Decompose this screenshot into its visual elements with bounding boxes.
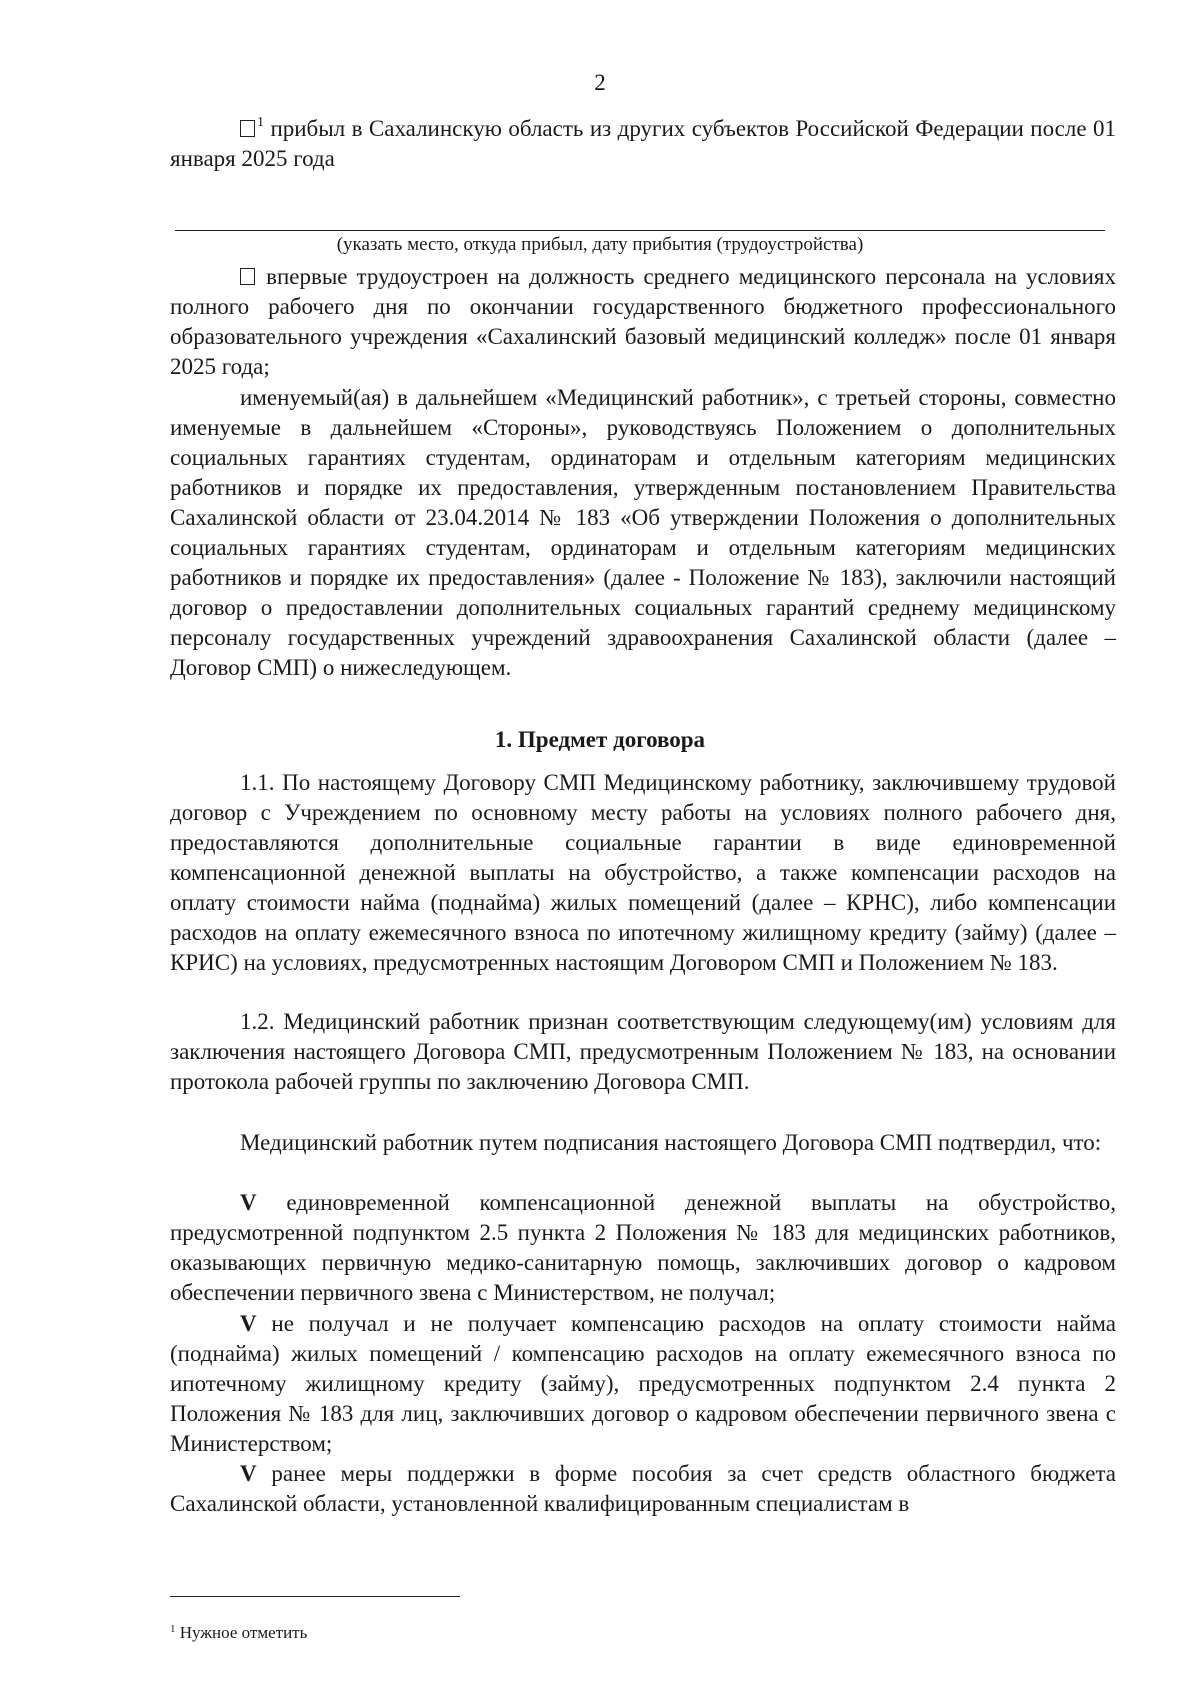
- clause-1-2: 1.2. Медицинский работник признан соответствующим следующему(им) условиям для заключения настоящего Договора СМП, предусмотренным Положением № 183, на основании протокола рабочей группы по заключению Договора СМП.: [170, 1009, 1116, 1094]
- option-arrived-text: прибыл в Сахалинскую область из других субъектов Российской Федерации после 01 января 2025 года: [170, 116, 1117, 171]
- option-first-employed: [170, 262, 1116, 382]
- confirmation-text: ранее меры поддержки в форме пособия за счет средств областного бюджета Сахалинской области, установленной квалифицированным специалистам в: [170, 1461, 1117, 1516]
- checkbox[interactable]: [240, 268, 255, 285]
- confirmation-item: [170, 1309, 1116, 1459]
- option-arrived: [170, 114, 1116, 174]
- fill-in-line: [175, 230, 1105, 231]
- footnote: [170, 1623, 307, 1643]
- page-number: 2: [594, 70, 606, 95]
- fill-in-caption: (указать место, откуда прибыл, дату прибытия (трудоустройства): [336, 234, 864, 255]
- footnote-number: 1: [170, 1623, 176, 1635]
- footnote-text: Нужное отметить: [179, 1623, 308, 1642]
- checkbox[interactable]: [240, 120, 255, 137]
- preamble-paragraph: именуемый(ая) в дальнейшем «Медицинский работник», с третьей стороны, совместно именуемые в дальнейшем «Стороны», руководствуясь Положением о дополнительных социальных гарантиях студентам, ординаторам и отдельным категориям медицинских работников и порядке их предоставления, утвержденным постановлением Правительства Сахалинской области от 23.04.2014 № 183 «Об утверждении Положения о дополнительных социальных гарантиях студентам, ординаторам и отдельным категориям медицинских работников и порядке их предоставления» (далее - Положение № 183), заключили настоящий договор о предоставлении дополнительных социальных гарантий среднему медицинскому персоналу государственных учреждений здравоохранения Сахалинской области (далее – Договор СМП) о нижеследующем.: [170, 385, 1116, 680]
- confirmation-text: единовременной компенсационной денежной выплаты на обустройство, предусмотренной подпунктом 2.5 пункта 2 Положения № 183 для медицинских работников, оказывающих первичную медико-санитарную помощь, заключивших договор о кадровом обеспечении первичного звена с Министерством, не получал;: [170, 1190, 1117, 1305]
- check-mark: V: [240, 1461, 257, 1486]
- check-mark: V: [240, 1190, 257, 1215]
- clause-1-1: 1.1. По настоящему Договору СМП Медицинскому работнику, заключившему трудовой договор с Учреждением по основному месту работы на условиях полного рабочего дня, предоставляются дополнительные социальные гарантии в виде единовременной компенсационной денежной выплаты на обустройство, а также компенсации расходов на оплату стоимости найма (поднайма) жилых помещений (далее – КРНС), либо компенсации расходов на оплату ежемесячного взноса по ипотечному жилищному кредиту (займу) (далее – КРИС) на условиях, предусмотренных настоящим Договором СМП и Положением № 183.: [170, 770, 1116, 975]
- footnote-separator: [170, 1596, 460, 1597]
- option-first-employed-text: впервые трудоустроен на должность среднего медицинского персонала на условиях полного рабочего дня по окончании государственного бюджетного профессионального образовательного учреждения «Сахалинский базовый медицинский колледж» после 01 января 2025 года;: [170, 264, 1116, 379]
- confirmation-item: [170, 1188, 1116, 1308]
- footnote-ref: 1: [257, 115, 264, 130]
- confirmation-item: [170, 1459, 1116, 1519]
- section-heading: 1. Предмет договора: [494, 727, 706, 752]
- confirmation-intro: Медицинский работник путем подписания настоящего Договора СМП подтвердил, что:: [240, 1130, 1102, 1155]
- confirmation-text: не получал и не получает компенсацию расходов на оплату стоимости найма (поднайма) жилых помещений / компенсацию расходов на оплату ежемесячного взноса по ипотечному жилищному кредиту (займу), предусмотренных подпунктом 2.4 пункта 2 Положения № 183 для лиц, заключивших договор о кадровом обеспечении первичного звена с Министерством;: [170, 1311, 1116, 1456]
- check-mark: V: [240, 1311, 257, 1336]
